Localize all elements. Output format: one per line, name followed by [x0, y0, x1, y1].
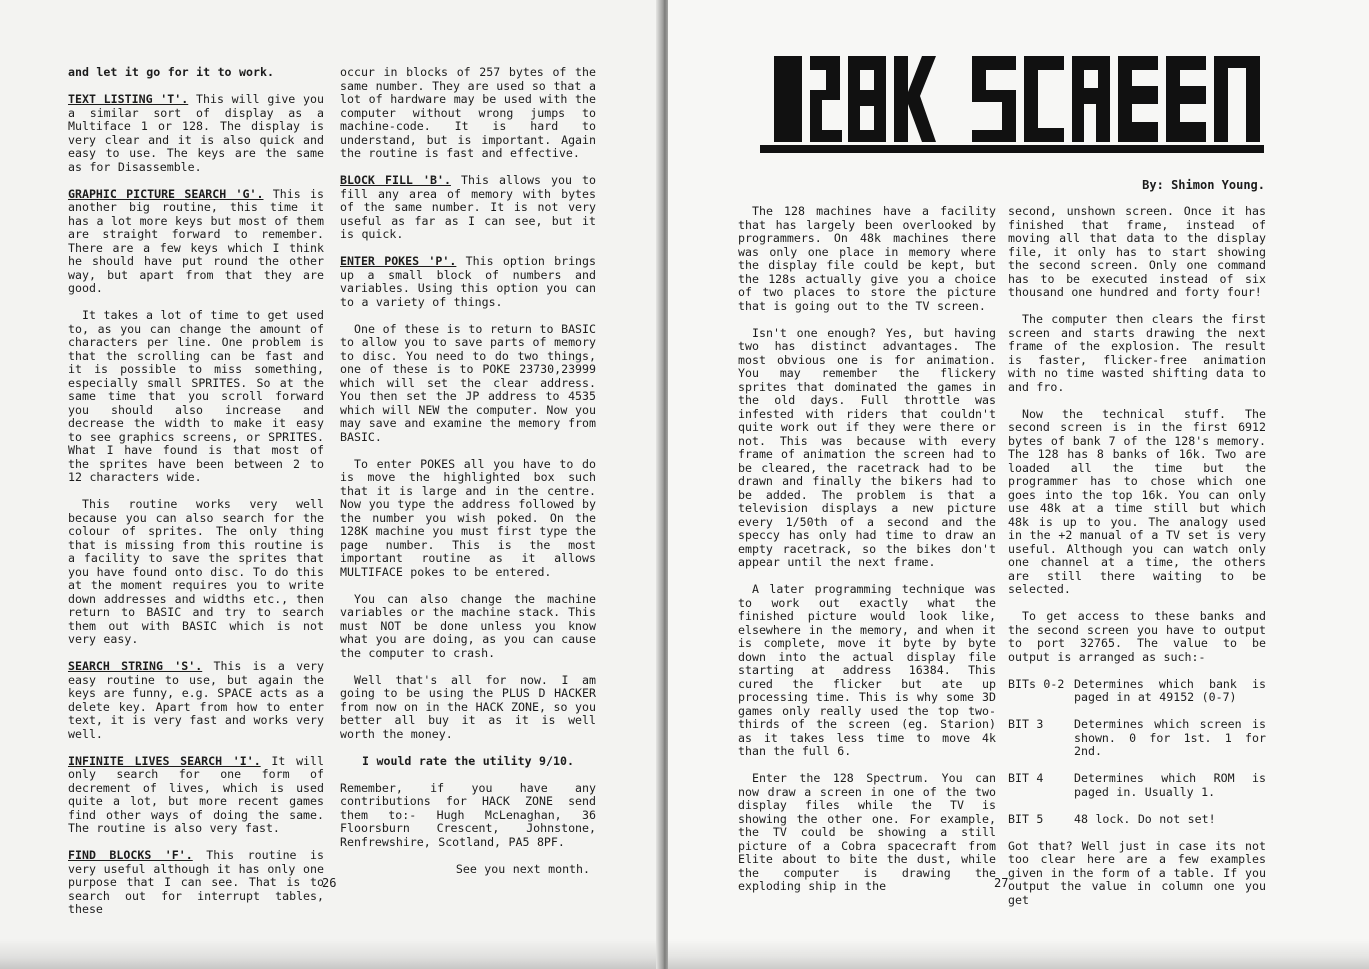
paragraph: To enter POKES all you have to do is move the highlighted box such that it is large and in the centre. Now you type the address followed by the number you wish poked. On the 128K machine you must first type the page number. This is the most important routine as it allows MULTIFACE pokes to be entered.	[340, 456, 596, 579]
paragraph: Now the technical stuff. The second screen is in the first 6912 bytes of bank 7 of the 128's memory. The 128 has 8 banks of 16k. Two are loaded all the time but the programmer has to chose which one goes into the top 16k. You can only use 48k at a time still but which 48k is up to you. The analogy used in the +2 manual of a TV set is very useful. Although you can watch only one channel at a time, the others are still there waiting to be selected.	[1008, 406, 1266, 596]
paragraph: It takes a lot of time to get used to, as you can change the amount of characters per line. One problem is that the scrolling can be fast and it is possible to miss something, especially small SPRITES. So at the same time that you scroll forward you should also increase and decrease the width to make it easy to see graphics screens, or SPRITES. What I have found is that most of the sprites have been between 2 to 12 characters wide.	[68, 308, 324, 484]
bits-key: BIT 4	[1008, 771, 1044, 785]
page-number: 26	[322, 876, 337, 890]
page-number: 27	[994, 876, 1009, 890]
bits-value: 48 lock. Do not set!	[1074, 811, 1216, 826]
paragraph: Isn't one enough? Yes, but having two has distinct advantages. The most obvious one is for animation. You may remember the flickery sprites that dominated the games in the old days. Full throttle was infested with riders that couldn't quite work out if they were there or not. This was because with every frame of animation the screen had to be cleared, the racetrack had to be drawn and finally the bikers had to be added. The problem is that a television displays a new picture every 1/50th of a second and the speccy has only had time to draw an empty racetrack, so the bikes don't appear until the next frame.	[738, 325, 996, 569]
paragraph-text: This will give you a similar sort of display as a Multiface 1 or 128. The display is very clear and it is also quick and easy to use. The keys are the same as for Disassemble.	[68, 92, 324, 174]
paragraph: One of these is to return to BASIC to allow you to save parts of memory to disc. You need to do two things, one of these is to POKE 23730,23999 which will set the clear address. You then set the JP address to 4535 which will NEW the computer. Now you may save and examine the memory from BASIC.	[340, 321, 596, 444]
page-shadow	[0, 939, 662, 969]
bits-row	[1008, 718, 1266, 759]
paragraph: This routine works very well because you can also search for the colour of sprites. The only thing that is missing from this routine is a facility to save the sprites that you have found onto disc. To do this at the moment requires you to write down addresses and widths etc., then return to BASIC and try to search them out with BASIC which is not very easy.	[68, 497, 324, 646]
paragraph: Got that? Well just in case its not too clear here are a few examples given in the form of a table. If you output the value in column one you get	[1008, 838, 1266, 907]
rating-line: I would rate the utility 9/10.	[362, 753, 574, 768]
bits-value: Determines which bank is paged in at 49152 (0-7)	[1074, 676, 1266, 704]
bits-row	[1008, 678, 1266, 705]
title-blocky-lettering	[760, 52, 1264, 154]
left-column-1	[68, 66, 324, 930]
paragraph: A later programming technique was to work out exactly what the finished picture would look like, elsewhere in the memory, and when it is complete, move it byte by byte down into the actual display file starting at address 16384. This cured the flicker but ate up processing time. This is why some 3D games only really used the top two-thirds of the screen (eg. Starion) as it takes less time to move 4k than the full 6.	[738, 582, 996, 758]
bits-key: BIT 3	[1008, 717, 1044, 731]
paragraph	[340, 174, 596, 242]
paragraph: You can also change the machine variables or the machine stack. This must NOT be done unless you know what you are doing, as you can cause the computer to crash.	[340, 591, 596, 660]
paragraph: Remember, if you have any contributions for HACK ZONE send them to:- Hugh McLenaghan, 36 Floorsburn Crescent, Johnstone, Renfrewshire, Scotland, PA5 8PF.	[340, 780, 596, 849]
paragraph: second, unshown screen. Once it has finished that frame, instead of moving all that data to the display file, it only has to start showing the second screen. Only one command has to be executed instead of six thousand one hundred and forty four!	[1008, 204, 1266, 299]
section-heading: SEARCH STRING 'S'.	[68, 659, 203, 673]
paragraph-text: This option brings up a small block of numbers and variables. Using this option you can to a variety of things.	[340, 254, 596, 309]
section-heading: FIND BLOCKS 'F'.	[68, 848, 193, 862]
paragraph	[68, 93, 324, 174]
right-column-2	[1008, 205, 1266, 921]
bits-table	[1008, 678, 1266, 827]
paragraph-text: This is another big routine, this time it has a lot more keys but most of them are straight forward to remember. There are a few keys which I think he should have put round the other way, but apart from that they are good.	[68, 186, 324, 295]
paragraph: Enter the 128 Spectrum. You can now draw a screen in one of the two display files while the TV is showing the other one. For example, the TV could be showing a still picture of a Cobra spacecraft from Elite about to bite the dust, while the computer is drawing the exploding ship in the	[738, 771, 996, 893]
paragraph	[340, 255, 596, 309]
bits-key: BIT 5	[1008, 811, 1044, 826]
paragraph: Well that's all for now. I am going to be using the PLUS D HACKER from now on in the HACK ZONE, so you better all buy it as it is well worth the money.	[340, 672, 596, 741]
section-heading: BLOCK FILL 'B'.	[340, 173, 451, 187]
paragraph	[68, 849, 324, 917]
paragraph: To get access to these banks and the second screen you have to output to port 32765. The value to be output is arranged as such:-	[1008, 609, 1266, 664]
paragraph-text: This is a very easy routine to use, but again the keys are funny, e.g. SPACE acts as a delete key. Apart from how to enter text, it is very fast and works very well.	[68, 659, 325, 741]
paragraph	[68, 188, 324, 296]
section-heading: TEXT LISTING 'T'.	[68, 92, 189, 106]
bits-key: BITs 0-2	[1008, 676, 1065, 691]
section-heading: INFINITE LIVES SEARCH 'I'.	[68, 753, 261, 768]
bits-row	[1008, 813, 1266, 827]
paragraph-text: It will only search for one form of decrement of lives, which is used quite a lot, but more recent games find other ways of doing the same. The routine is also very fast.	[68, 753, 324, 835]
bits-value: Determines which screen is shown. 0 for 1st. 1 for 2nd.	[1074, 717, 1266, 758]
right-column-1	[738, 205, 996, 907]
left-page	[0, 0, 662, 969]
page-shadow	[668, 939, 1369, 969]
byline: By: Shimon Young.	[1142, 178, 1265, 192]
bits-row	[1008, 772, 1266, 799]
paragraph-text: This allows you to fill any area of memory with bytes of the same number. It is not very useful as far as I can see, but it is quick.	[340, 173, 597, 241]
paragraph-text: This routine is very useful although it has only one purpose that I can see. That is to search out for interrupt tables, these	[68, 848, 324, 916]
paragraph	[68, 660, 324, 741]
section-heading: GRAPHIC PICTURE SEARCH 'G'.	[68, 186, 264, 201]
paragraph: The 128 machines have a facility that has largely been overlooked by programmers. On 48k machines there was only one place in memory where the display file could be kept, but the 128s actually give you a choice of two places to store the picture that is going out to the TV screen.	[738, 204, 996, 313]
paragraph	[68, 755, 324, 836]
paragraph: occur in blocks of 257 bytes of the same number. They are used so that a lot of hardware may be used with the computer without wrong jumps to machine-code. It is hard to understand, but is important. Again the routine is fast and effective.	[340, 65, 596, 160]
paragraph: and let it go for it to work.	[68, 65, 274, 79]
title-banner	[760, 52, 1264, 154]
section-heading: ENTER POKES 'P'.	[340, 254, 457, 268]
bits-value: Determines which ROM is paged in. Usually 1.	[1074, 771, 1266, 799]
sign-off: See you next month.	[455, 861, 590, 876]
paragraph: The computer then clears the first screen and starts drawing the next frame of the explosion. The result is faster, flicker-free animation with no time wasted shifting data to and fro.	[1008, 312, 1266, 394]
left-column-2	[340, 66, 596, 890]
